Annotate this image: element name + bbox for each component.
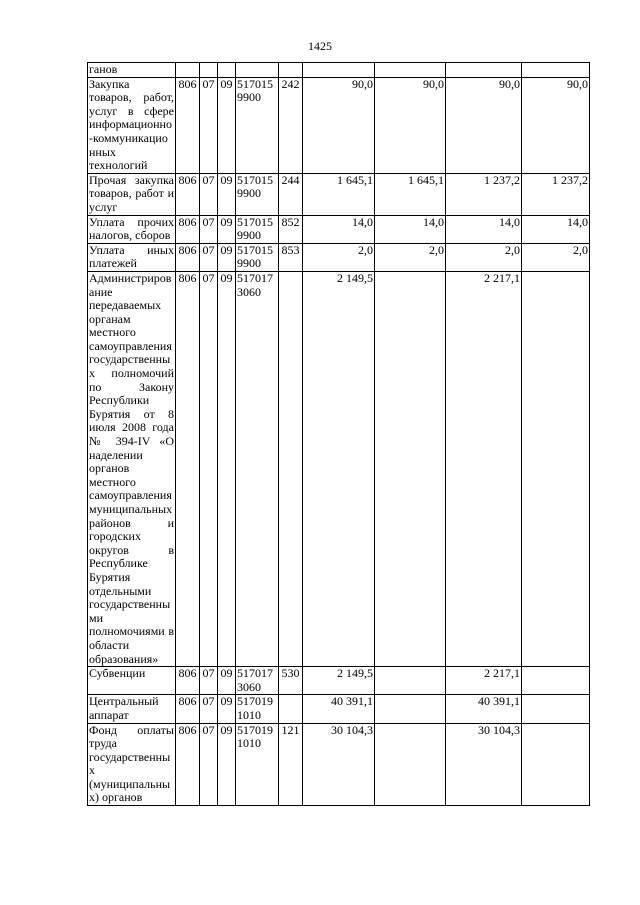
expense-type-code: [279, 695, 303, 723]
amount-2: [375, 695, 446, 723]
amount-1: 14,0: [303, 215, 375, 243]
table-body: [88, 63, 590, 806]
row-name: Прочая закупка товаров, работ и услуг: [89, 173, 174, 214]
subsection-code: 09: [218, 695, 236, 723]
table-row: [88, 271, 590, 666]
amount-3: 30 104,3: [446, 723, 522, 806]
row-name: Администрирование передаваемых органам местного самоуправления государственных полномочий по Закону Республики Бурятия от 8 июля 2008 года № 394-IV «О наделении органов местного самоуправления муниципальных районов и городских округов в Республике Бурятия отдельными государственными полномочиями в области образования»: [89, 271, 174, 666]
amount-2: [375, 667, 446, 695]
target-article-code: 517015 9900: [236, 243, 279, 271]
amount-4: 1 237,2: [522, 173, 590, 215]
row-name: Центральный аппарат: [88, 695, 176, 723]
subsection-code: 09: [218, 723, 236, 806]
amount-4: [522, 667, 590, 695]
subsection-code: 09: [218, 77, 236, 173]
amount-3: 90,0: [446, 77, 522, 173]
target-article-code: 517015 9900: [236, 173, 279, 215]
ministry-code: 806: [176, 243, 200, 271]
amount-2: [375, 271, 446, 666]
expense-type-code: 121: [279, 723, 303, 806]
amount-2: 1 645,1: [375, 173, 446, 215]
amount-3: 40 391,1: [446, 695, 522, 723]
section-code: 07: [200, 723, 218, 806]
expense-type-code: [279, 63, 303, 78]
amount-4: [522, 723, 590, 806]
subsection-code: 09: [218, 667, 236, 695]
table-row: [88, 243, 590, 271]
amount-3: 2 217,1: [446, 667, 522, 695]
ministry-code: 806: [176, 695, 200, 723]
amount-1: [303, 63, 375, 78]
target-article-code: 517019 1010: [236, 723, 279, 806]
table-row: [88, 667, 590, 695]
expense-type-code: 244: [279, 173, 303, 215]
subsection-code: [218, 63, 236, 78]
amount-3: 2,0: [446, 243, 522, 271]
row-name: Уплата иных платежей: [89, 243, 174, 271]
target-article-code: 517015 9900: [236, 215, 279, 243]
subsection-code: 09: [218, 243, 236, 271]
target-article-code: 517017 3060: [236, 271, 279, 666]
amount-4: 90,0: [522, 77, 590, 173]
row-name: Субвенции: [88, 667, 176, 695]
amount-1: 1 645,1: [303, 173, 375, 215]
ministry-code: 806: [176, 215, 200, 243]
section-code: 07: [200, 695, 218, 723]
table-row: [88, 173, 590, 215]
budget-table: [87, 62, 590, 806]
table-row: [88, 695, 590, 723]
amount-4: [522, 63, 590, 78]
amount-3: 1 237,2: [446, 173, 522, 215]
ministry-code: 806: [176, 271, 200, 666]
target-article-code: 517017 3060: [236, 667, 279, 695]
row-name: ганов: [88, 63, 176, 78]
row-name: Закупка товаров, работ, услуг в сфере информационно-коммуникационных технологий: [89, 77, 174, 173]
table-row: [88, 63, 590, 78]
target-article-code: 517015 9900: [236, 77, 279, 173]
section-code: 07: [200, 77, 218, 173]
section-code: 07: [200, 667, 218, 695]
page-number: 1425: [308, 39, 332, 53]
subsection-code: 09: [218, 271, 236, 666]
table-row: [88, 215, 590, 243]
expense-type-code: 530: [279, 667, 303, 695]
ministry-code: 806: [176, 173, 200, 215]
section-code: 07: [200, 215, 218, 243]
amount-1: 40 391,1: [303, 695, 375, 723]
expense-type-code: 242: [279, 77, 303, 173]
amount-3: 2 217,1: [446, 271, 522, 666]
amount-2: [375, 63, 446, 78]
amount-3: 14,0: [446, 215, 522, 243]
section-code: 07: [200, 243, 218, 271]
ministry-code: 806: [176, 667, 200, 695]
subsection-code: 09: [218, 173, 236, 215]
amount-4: [522, 271, 590, 666]
row-name: Уплата прочих налогов, сборов: [89, 215, 174, 243]
table-row: [88, 723, 590, 806]
amount-2: 90,0: [375, 77, 446, 173]
amount-1: 2 149,5: [303, 667, 375, 695]
amount-2: [375, 723, 446, 806]
expense-type-code: [279, 271, 303, 666]
amount-4: 14,0: [522, 215, 590, 243]
ministry-code: [176, 63, 200, 78]
amount-4: 2,0: [522, 243, 590, 271]
amount-1: 2 149,5: [303, 271, 375, 666]
amount-3: [446, 63, 522, 78]
amount-2: 14,0: [375, 215, 446, 243]
expense-type-code: 852: [279, 215, 303, 243]
ministry-code: 806: [176, 723, 200, 806]
target-article-code: 517019 1010: [236, 695, 279, 723]
amount-1: 90,0: [303, 77, 375, 173]
row-name: Фонд оплаты труда государственных (муниципальных) органов: [89, 723, 174, 805]
section-code: 07: [200, 271, 218, 666]
section-code: [200, 63, 218, 78]
target-article-code: [236, 63, 279, 78]
section-code: 07: [200, 173, 218, 215]
amount-4: [522, 695, 590, 723]
expense-type-code: 853: [279, 243, 303, 271]
amount-2: 2,0: [375, 243, 446, 271]
subsection-code: 09: [218, 215, 236, 243]
table-row: [88, 77, 590, 173]
amount-1: 30 104,3: [303, 723, 375, 806]
ministry-code: 806: [176, 77, 200, 173]
amount-1: 2,0: [303, 243, 375, 271]
